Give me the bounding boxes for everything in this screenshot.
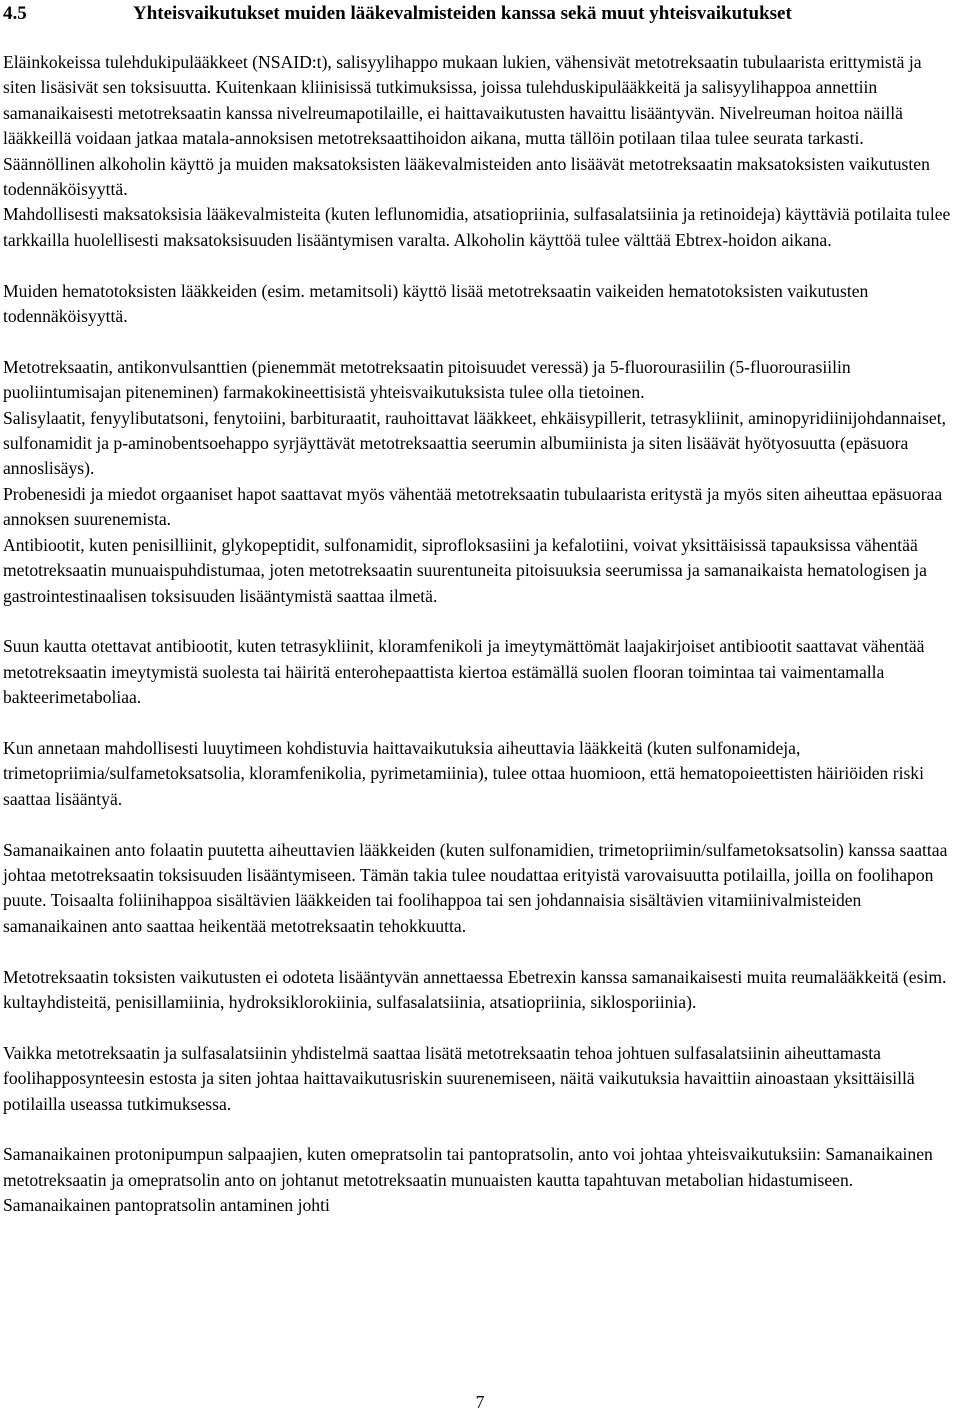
body-paragraph: Kun annetaan mahdollisesti luuytimeen kohdistuvia haittavaikutuksia aiheuttavia lääkkeitä (kuten sulfonamideja, trimetopriimia/sulfametoksatsolia, kloramfenikolia, pyrimetamiinia), tulee ottaa huomioon, että hematopoieettisten häiriöiden riski saattaa lisääntyä. [3,737,924,809]
body-paragraph: Samanaikainen protonipumpun salpaajien, kuten omepratsolin tai pantopratsolin, anto voi johtaa yhteisvaikutuksiin: Samanaikainen metotreksaatin ja omepratsolin anto on johtanut metotreksaatin munuaisten kautta tapahtuvan metabolian hidastumiseen. Samanaikainen pantopratsolin antaminen johti [3,1144,933,1216]
body-paragraph: Eläinkokeissa tulehdukipulääkkeet (NSAID:t), salisyylihappo mukaan lukien, vähensivät metotreksaatin tubulaarista erittymistä ja siten lisäsivät sen toksisuutta. Kuitenkaan kliinisissä tutkimuksissa, joissa tulehduskipulääkkeitä ja salisyylihappoa annettiin samanaikaisesti metotreksaatin kanssa nivelreumapotilaille, ei haittavaikutusten havaittu lisääntyvän. Nivelreuman hoitoa näillä lääkkeillä voidaan jatkaa matala-annoksisen metotreksaattihoidon aikana, mutta tällöin potilaan tilaa tulee seurata tarkasti. [3,52,922,149]
section-title: Yhteisvaikutukset muiden lääkevalmisteiden kanssa sekä muut yhteisvaikutukset [133,3,792,24]
body-paragraph: Probenesidi ja miedot orgaaniset hapot saattavat myös vähentää metotreksaatin tubulaarista eritystä ja myös siten aiheuttaa epäsuoraa annoksen suurenemista. [3,483,943,530]
body-paragraph: Metotreksaatin toksisten vaikutusten ei odoteta lisääntyvän annettaessa Ebetrexin kanssa samanaikaisesti muita reumalääkkeitä (esim. kultayhdisteitä, penisillamiinia, hydroksiklorokiinia, sulfasalatsiinia, atsatiopriinia, siklosporiinia). [3,966,947,1012]
body-paragraph: Antibiootit, kuten penisilliinit, glykopeptidit, sulfonamidit, siprofloksasiini ja kefalotiini, voivat yksittäisissä tapauksissa vähentää metotreksaatin munuaispuhdistumaa, joten metotreksaatin suurentuneita pitoisuuksia seerumissa ja samanaikaista hematologisen ja gastrointestinaalisen toksisuuden lisääntymistä saattaa ilmetä. [3,534,927,606]
body-paragraph: Metotreksaatin, antikonvulsanttien (pienemmät metotreksaatin pitoisuudet veressä) ja 5-fluorourasiilin (5-fluorourasiilin puoliintumisajan piteneminen) farmakokineettisistä yhteisvaikutuksista tulee olla tietoinen. [3,356,851,403]
body-paragraph: Suun kautta otettavat antibiootit, kuten tetrasykliinit, kloramfenikoli ja imeytymättömät laajakirjoiset antibiootit saattavat vähentää metotreksaatin imeytymistä suolesta tai häiritä enterohepaattista kiertoa estämällä suolen flooran toimintaa tai vaimentamalla bakteerimetaboliaa. [3,636,925,708]
section-number: 4.5 [3,3,27,24]
section-body [3,50,958,1219]
body-paragraph: Samanaikainen anto folaatin puutetta aiheuttavien lääkkeiden (kuten sulfonamidien, trimetopriimin/sulfametoksatsolin) kanssa saattaa johtaa metotreksaatin toksisuuden lisääntymiseen. Tämän takia tulee noudattaa erityistä varovaisuutta potilailla, joilla on foolihapon puute. Toisaalta foliinihappoa sisältävien lääkkeiden tai foolihappoa tai sen johdannaisia sisältävien vitamiinivalmisteiden samanaikainen anto saattaa heikentää metotreksaatin tehokkuutta. [3,839,948,936]
section-heading [3,1,953,27]
body-paragraph: Vaikka metotreksaatin ja sulfasalatsiinin yhdistelmä saattaa lisätä metotreksaatin tehoa johtuen sulfasalatsiinin aiheuttamasta foolihapposynteesin estosta ja siten johtaa haittavaikutusriskin suurenemiseen, näitä vaikutuksia havaittiin ainoastaan yksittäisillä potilailla useassa tutkimuksessa. [3,1042,915,1114]
body-paragraph: Mahdollisesti maksatoksisia lääkevalmisteita (kuten leflunomidia, atsatiopriinia, sulfasalatsiinia ja retinoideja) käyttäviä potilaita tulee tarkkailla huolellisesti maksatoksisuuden lisääntymisen varalta. Alkoholin käyttöä tulee välttää Ebtrex-hoidon aikana. [3,204,951,250]
body-paragraph: Säännöllinen alkoholin käyttö ja muiden maksatoksisten lääkevalmisteiden anto lisäävät metotreksaatin maksatoksisten vaikutusten todennäköisyyttä. [3,153,930,200]
body-paragraph: Muiden hematotoksisten lääkkeiden (esim. metamitsoli) käyttö lisää metotreksaatin vaikeiden hematotoksisten vaikutusten todennäköisyyttä. [3,280,869,327]
body-paragraph: Salisylaatit, fenyylibutatsoni, fenytoiini, barbituraatit, rauhoittavat lääkkeet, ehkäisypillerit, tetrasykliinit, aminopyridiinijohdannaiset, sulfonamidit ja p-aminobentsoehappo syrjäyttävät metotreksaattia seerumin albumiinista ja siten lisäävät hyötyosuutta (epäsuora annoslisäys). [3,407,946,479]
page-number: 7 [475,1392,485,1412]
